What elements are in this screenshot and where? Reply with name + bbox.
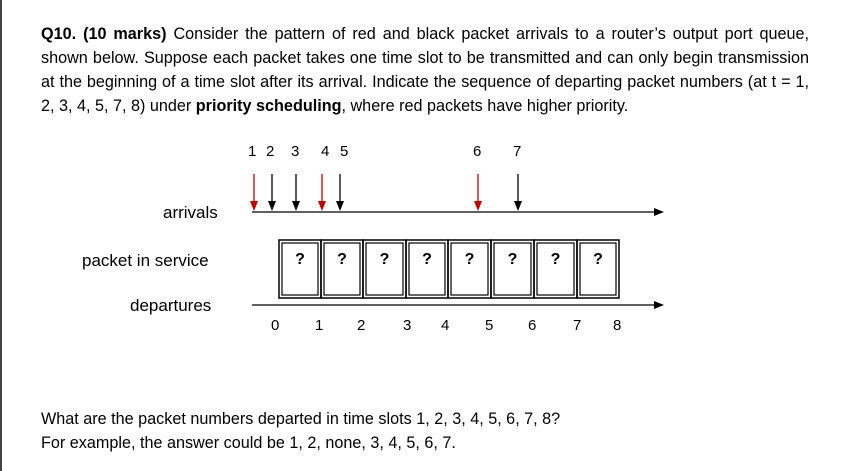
service-label: packet in service — [82, 251, 209, 270]
service-slot-2-value: ? — [337, 251, 347, 268]
footer — [41, 407, 560, 455]
service-boxes — [279, 240, 619, 298]
arrival-arrowhead-6 — [474, 201, 482, 211]
slot-label-8: 8 — [613, 317, 622, 334]
departures-label: departures — [130, 296, 212, 315]
service-slot-4-value: ? — [422, 251, 432, 268]
footer-question: What are the packet numbers departed in time slots 1, 2, 3, 4, 5, 6, 7, 8? — [41, 410, 561, 428]
service-slot-3-value: ? — [379, 251, 390, 268]
service-slot-5-value: ? — [464, 251, 475, 268]
service-box-inner-4 — [409, 243, 445, 295]
footer-example: For example, the answer could be 1, 2, none, 3, 4, 5, 6, 7. — [41, 434, 456, 452]
arrival-arrowhead-5 — [336, 201, 344, 211]
slot-label-5: 5 — [485, 317, 494, 334]
packet-label-3: 3 — [291, 143, 300, 160]
service-slot-1-value: ? — [295, 251, 305, 268]
packet-label-7: 7 — [513, 143, 522, 160]
service-box-2 — [321, 240, 363, 298]
service-slot-8-value: ? — [593, 251, 603, 268]
question-marks: (10 marks) — [83, 25, 167, 43]
service-box-inner-3 — [366, 243, 403, 295]
slot-label-4: 4 — [441, 317, 450, 334]
question-body: Consider the pattern of red and black packet arrivals to a router’s output port queue, shown below. Suppose each packet takes one time slot to be transmitted and can only begin transmission at the beginning of a time slot after its arrival. Indicate the sequence of departing packet numbers (at t = 1, 2, 3, 4, 5, 7, 8) under — [41, 25, 810, 115]
service-box-5 — [448, 240, 491, 298]
packet-label-6: 6 — [473, 143, 482, 160]
service-box-6 — [491, 240, 534, 298]
service-box-inner-7 — [537, 243, 574, 295]
arrival-arrowhead-4 — [318, 201, 326, 211]
packet-label-4: 4 — [321, 143, 330, 160]
departures-axis-arrowhead — [654, 301, 664, 309]
packet-label-2: 2 — [266, 143, 275, 160]
service-box-8 — [577, 240, 619, 298]
service-slot-6-value: ? — [507, 251, 518, 268]
service-box-4 — [406, 240, 448, 298]
question-body-end: , where red packets have higher priority. — [341, 97, 629, 115]
slot-label-2: 2 — [357, 317, 366, 334]
slot-label-3: 3 — [403, 317, 412, 334]
slot-label-6: 6 — [528, 317, 537, 334]
service-box-3 — [363, 240, 406, 298]
question-bold-term: priority scheduling — [195, 97, 342, 115]
arrival-arrowhead-7 — [514, 201, 522, 211]
arrival-arrowhead-2 — [268, 201, 276, 211]
slot-label-1: 1 — [315, 317, 324, 334]
service-box-1 — [279, 240, 321, 298]
service-box-inner-1 — [282, 243, 318, 295]
packet-label-5: 5 — [340, 143, 349, 160]
question-number: Q10. — [41, 25, 77, 43]
slot-label-7: 7 — [573, 317, 582, 334]
service-box-inner-2 — [324, 243, 360, 295]
service-box-7 — [534, 240, 577, 298]
slot-label-0: 0 — [271, 317, 280, 334]
service-box-inner-6 — [494, 243, 531, 295]
arrivals-label: arrivals — [163, 203, 218, 222]
arrival-arrowhead-1 — [250, 201, 258, 211]
service-box-inner-8 — [580, 243, 616, 295]
service-box-inner-5 — [451, 243, 488, 295]
arrival-arrows — [250, 174, 522, 211]
arrivals-axis-arrowhead — [654, 208, 664, 216]
packet-label-1: 1 — [248, 143, 257, 160]
arrival-arrowhead-3 — [292, 201, 300, 211]
service-slot-7-value: ? — [550, 251, 561, 268]
